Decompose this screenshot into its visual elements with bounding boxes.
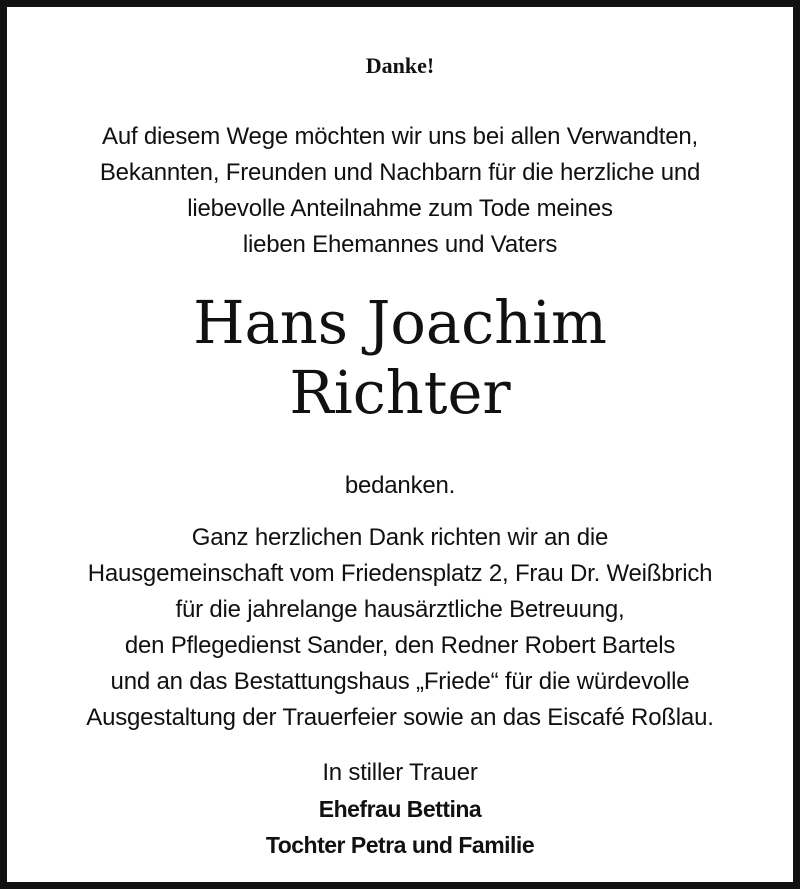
gratitude-paragraph	[7, 520, 793, 736]
gratitude-line: Hausgemeinschaft vom Friedensplatz 2, Frau Dr. Weißbrich	[87, 560, 713, 587]
intro-line: Bekannten, Freunden und Nachbarn für die herzliche und	[99, 159, 701, 186]
intro-line: liebevolle Anteilnahme zum Tode meines	[187, 195, 613, 222]
closing-phrase: In stiller Trauer	[322, 759, 478, 786]
gratitude-line: und an das Bestattungshaus „Friede“ für die würdevolle	[110, 668, 690, 695]
deceased-name-line: Hans Joachim	[193, 288, 607, 357]
gratitude-line: Ganz herzlichen Dank richten wir an die	[191, 524, 609, 551]
deceased-name-line: Richter	[289, 358, 511, 427]
signer-name: Tochter Petra und Familie	[265, 832, 535, 858]
deceased-name	[7, 288, 793, 428]
notice-heading: Danke!	[365, 53, 435, 78]
gratitude-line: Ausgestaltung der Trauerfeier sowie an das Eiscafé Roßlau.	[86, 704, 714, 731]
gratitude-line: den Pflegedienst Sander, den Redner Robert Bartels	[124, 632, 676, 659]
intro-paragraph	[7, 119, 793, 263]
closing-block	[7, 755, 793, 863]
gratitude-line: für die jahrelange hausärztliche Betreuung,	[175, 596, 625, 623]
signer-name: Ehefrau Bettina	[318, 796, 482, 822]
intro-line: lieben Ehemannes und Vaters	[242, 231, 558, 258]
intro-line: Auf diesem Wege möchten wir uns bei allen Verwandten,	[102, 123, 698, 150]
thanks-word: bedanken.	[344, 472, 456, 499]
